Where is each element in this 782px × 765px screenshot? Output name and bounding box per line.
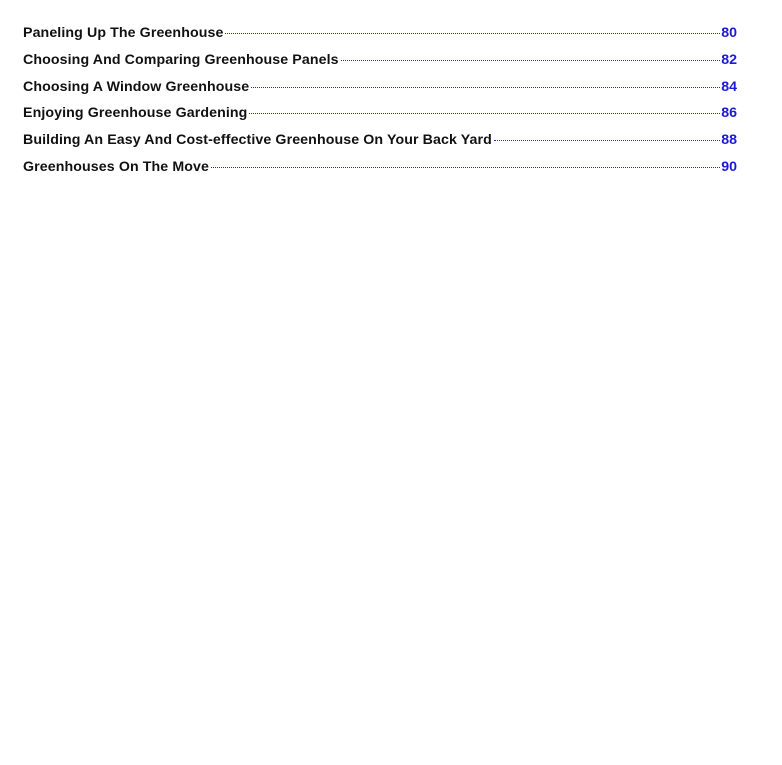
toc-entry-building-easy-greenhouse[interactable] (23, 132, 737, 159)
toc-dot-leader (211, 167, 720, 168)
toc-dot-leader (341, 60, 721, 61)
toc-page-link[interactable]: 84 (721, 78, 737, 95)
toc-entry-window-greenhouse[interactable] (23, 79, 737, 106)
toc-dot-leader (251, 87, 720, 88)
toc-entry-title[interactable]: Building An Easy And Cost-effective Greenhouse On Your Back Yard (23, 132, 492, 149)
toc-page-link[interactable]: 90 (721, 158, 737, 175)
toc-dot-leader (494, 140, 720, 141)
toc-entry-enjoying-gardening[interactable] (23, 105, 737, 132)
toc-page-link[interactable]: 86 (721, 105, 737, 122)
toc-entry-title[interactable]: Choosing A Window Greenhouse (23, 78, 250, 95)
toc-page-link[interactable]: 88 (721, 132, 737, 149)
toc-entry-choosing-comparing-panels[interactable] (23, 52, 737, 79)
toc-entry-paneling-up[interactable] (23, 25, 737, 52)
toc-dot-leader (249, 113, 720, 114)
toc-entry-greenhouses-on-the-move[interactable] (23, 159, 737, 186)
toc-entry-title[interactable]: Choosing And Comparing Greenhouse Panels (23, 51, 339, 68)
toc-dot-leader (225, 33, 720, 34)
table-of-contents (23, 25, 737, 186)
toc-page-link[interactable]: 82 (721, 51, 737, 68)
toc-entry-title[interactable]: Enjoying Greenhouse Gardening (23, 105, 248, 122)
toc-entry-title[interactable]: Paneling Up The Greenhouse (23, 25, 224, 41)
toc-entry-title[interactable]: Greenhouses On The Move (23, 158, 209, 175)
toc-page-link[interactable]: 80 (721, 25, 737, 41)
